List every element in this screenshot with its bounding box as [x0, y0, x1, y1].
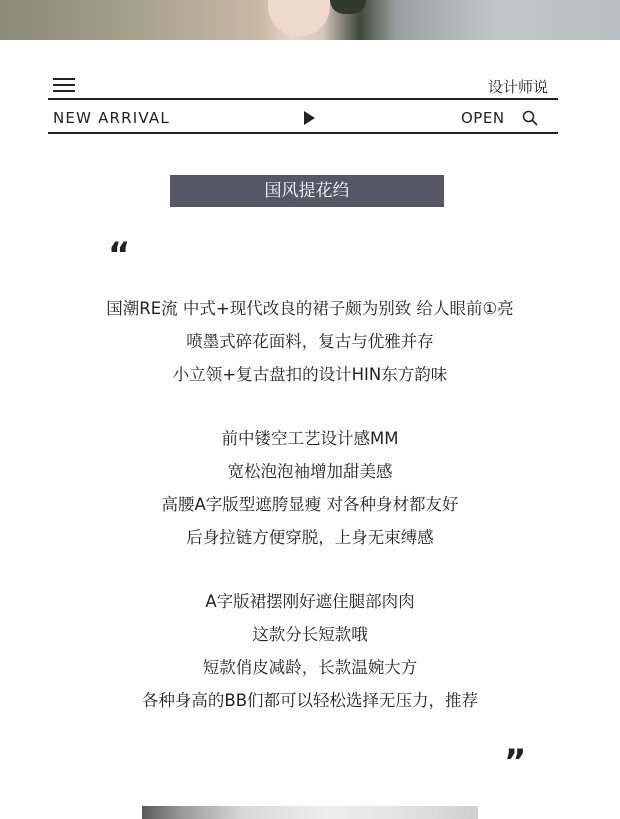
description-line: A字版裙摆刚好遮住腿部肉肉	[205, 592, 415, 611]
description-line: 小立领+复古盘扣的设计HIN东方韵味	[172, 365, 448, 384]
photo-shoe	[330, 0, 366, 14]
top-product-photo	[0, 0, 620, 40]
header-divider-top	[48, 98, 558, 100]
description-line: 这款分长短款哦	[252, 625, 368, 644]
description-line: 各种身高的BB们都可以轻松选择无压力，推荐	[141, 691, 479, 710]
menu-icon[interactable]	[53, 78, 75, 92]
header-divider-bottom	[48, 132, 558, 134]
designer-says-label: 设计师说	[487, 78, 548, 96]
description-line: 前中镂空工艺设计感MM	[221, 429, 399, 448]
bottom-product-photo	[142, 806, 478, 819]
description-line: 高腰A字版型遮胯显瘦 对各种身材都友好	[161, 495, 459, 514]
search-icon[interactable]	[522, 110, 538, 126]
close-quote-mark: ”	[504, 742, 527, 782]
section-title: 国风提花绉	[170, 175, 444, 207]
description-line: 国潮RE流 中式+现代改良的裙子颇为别致 给人眼前①亮	[106, 299, 514, 318]
description-paragraph-1	[40, 292, 580, 391]
play-icon[interactable]	[304, 111, 315, 125]
description-line: 宽松泡泡袖增加甜美感	[227, 462, 393, 481]
description-line: 短款俏皮减龄，长款温婉大方	[202, 658, 418, 677]
description-paragraph-3	[40, 585, 580, 717]
description-paragraph-2	[40, 422, 580, 554]
description-line: 喷墨式碎花面料，复古与优雅并存	[186, 332, 434, 351]
description-line: 后身拉链方便穿脱，上身无束缚感	[186, 528, 434, 547]
open-label: OPEN	[461, 109, 505, 127]
new-arrival-label: NEW ARRIVAL	[53, 109, 170, 127]
open-quote-mark: “	[108, 235, 131, 275]
photo-leg	[268, 0, 330, 36]
